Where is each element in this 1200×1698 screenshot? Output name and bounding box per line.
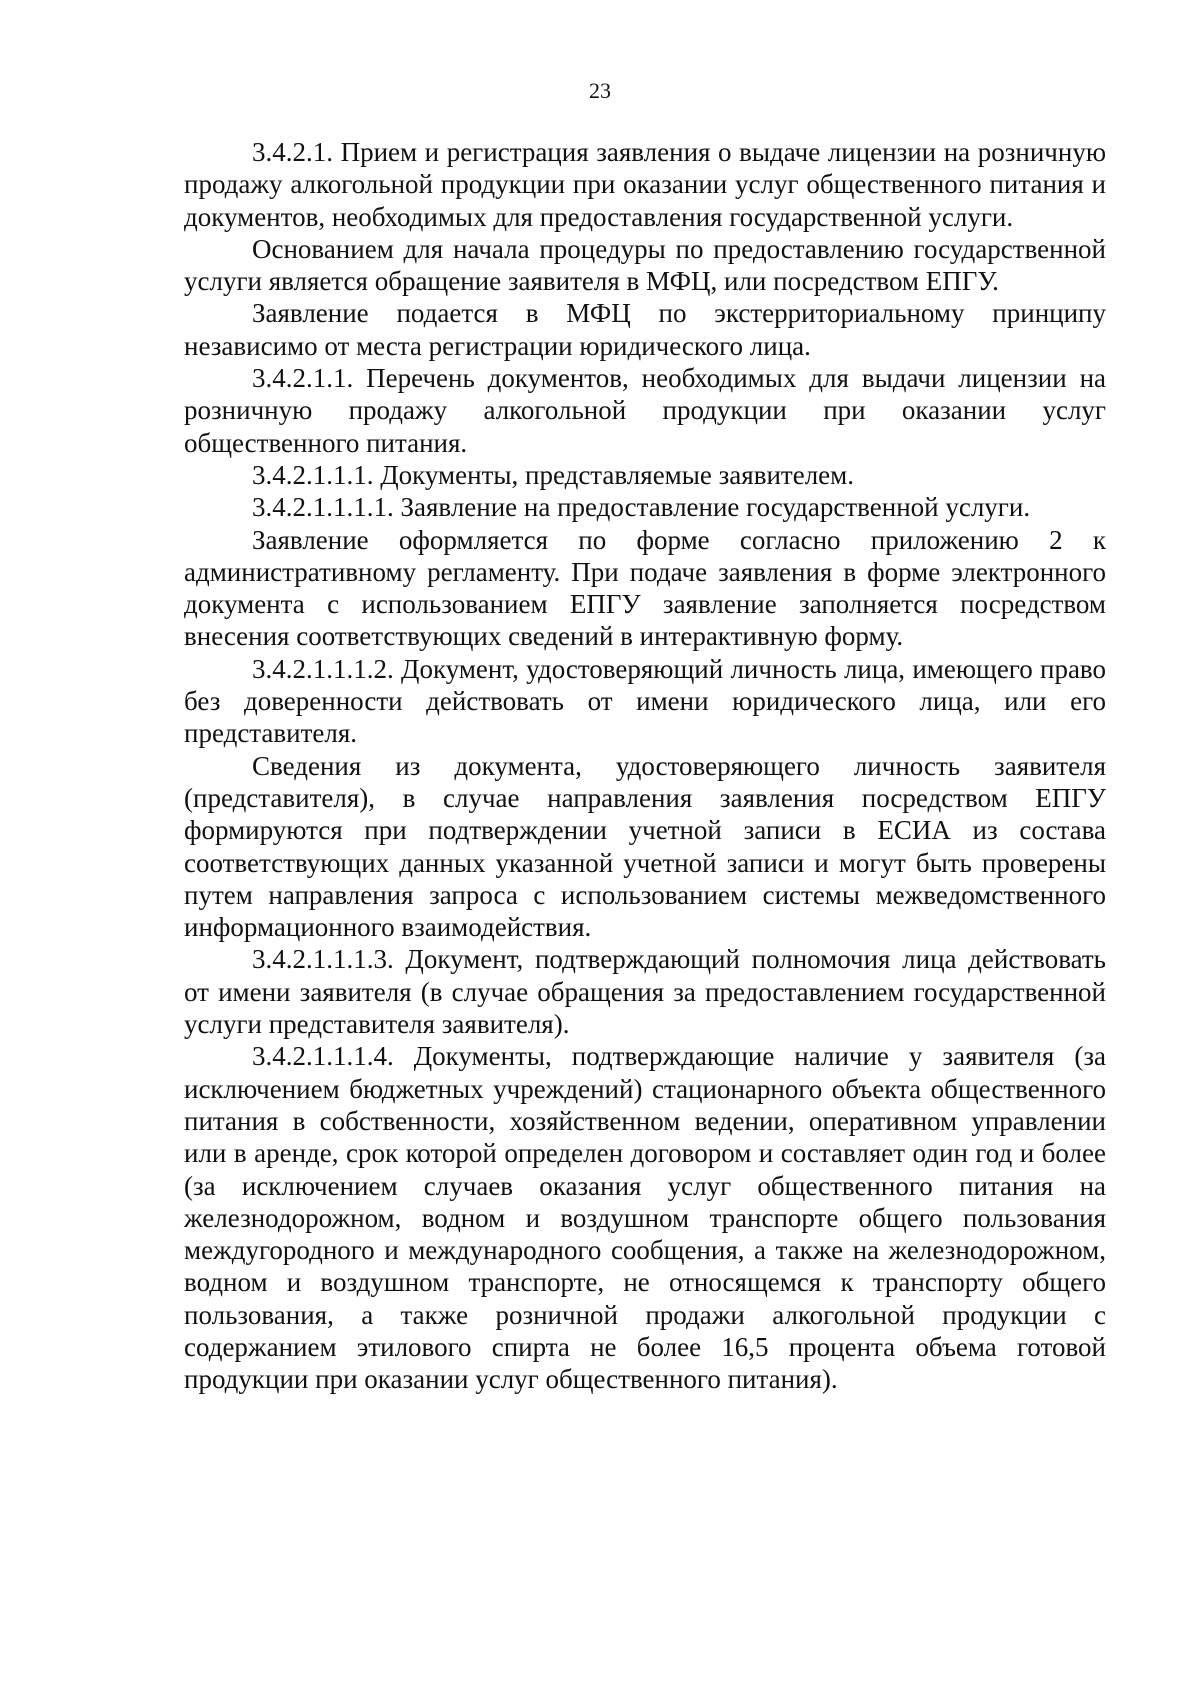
- document-body: [184, 136, 1106, 1396]
- paragraph-3-4-2-1-1-1-3: 3.4.2.1.1.1.3. Документ, подтверждающий полномочия лица действовать от имени заявителя (в случае обращения за предоставлением государственной услуги представителя заявителя).: [184, 944, 1106, 1040]
- paragraph-3-4-2-1-1-1-1: 3.4.2.1.1.1.1. Заявление на предоставление государственной услуги.: [252, 492, 1031, 523]
- paragraph-3-4-2-1-1: 3.4.2.1.1. Перечень документов, необходимых для выдачи лицензии на розничную продажу алкогольной продукции при оказании услуг общественного питания.: [184, 363, 1106, 458]
- paragraph-3-4-2-1: 3.4.2.1. Прием и регистрация заявления о выдаче лицензии на розничную продажу алкогольной продукции при оказании услуг общественного питания и документов, необходимых для предоставления государственной услуги.: [184, 137, 1106, 232]
- paragraph-application-form: Заявление оформляется по форме согласно приложению 2 к административному регламенту. При подаче заявления в форме электронного документа с использованием ЕПГУ заявление заполняется посредством внесения соответствующих сведений в интерактивную форму.: [184, 524, 1106, 652]
- paragraph-identity-info: Сведения из документа, удостоверяющего личность заявителя (представителя), в случае направления заявления посредством ЕПГУ формируются при подтверждении учетной записи в ЕСИА из состава соответствующих данных указанной учетной записи и могут быть проверены путем направления запроса с использованием системы межведомственного информационного взаимодействия.: [184, 750, 1106, 943]
- paragraph-extraterritorial: Заявление подается в МФЦ по экстерриториальному принципу независимо от места регистрации юридического лица.: [184, 298, 1106, 361]
- paragraph-3-4-2-1-1-1-4: 3.4.2.1.1.1.4. Документы, подтверждающие наличие у заявителя (за исключением бюджетных учреждений) стационарного объекта общественного питания в собственности, хозяйственном ведении, оперативном управлении или в аренде, срок которой определен договором и составляет один год и более (за исключением случаев оказания услуг общественного питания на железнодорожном, водном и воздушном транспорте общего пользования междугородного и международного сообщения, а также на железнодорожном, водном и воздушном транспорте, не относящемся к транспорту общего пользования, а также розничной продажи алкогольной продукции с содержанием этилового спирта не более 16,5 процента объема готовой продукции при оказании услуг общественного питания).: [184, 1041, 1106, 1395]
- paragraph-3-4-2-1-1-1: 3.4.2.1.1.1. Документы, представляемые заявителем.: [252, 459, 854, 490]
- page-number: 23: [589, 78, 611, 103]
- paragraph-3-4-2-1-1-1-2: 3.4.2.1.1.1.2. Документ, удостоверяющий личность лица, имеющего право без доверенности действовать от имени юридического лица, или его представителя.: [184, 653, 1106, 749]
- paragraph-basis: Основанием для начала процедуры по предоставлению государственной услуги является обращение заявителя в МФЦ, или посредством ЕПГУ.: [184, 233, 1106, 297]
